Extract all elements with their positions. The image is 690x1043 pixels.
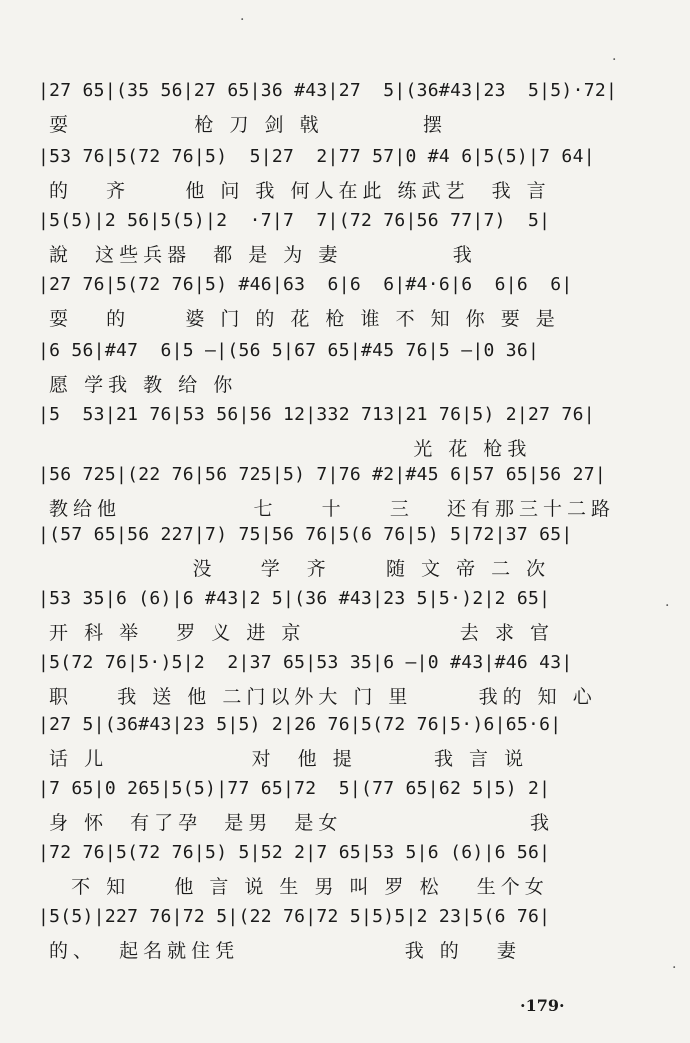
lyrics-line: 开 科 举 罗 义 进 京 去 求 官 xyxy=(38,622,554,644)
lyrics-line: 职 我 送 他 二门以外大 门 里 我的 知 心 xyxy=(38,686,597,708)
score-system-8 xyxy=(38,522,650,594)
scan-speck: · xyxy=(612,52,617,68)
score-system-1 xyxy=(38,78,650,150)
lyrics-line: 不 知 他 言 说 生 男 叫 罗 松 生个女 xyxy=(38,876,549,898)
score-system-2 xyxy=(38,144,650,216)
scan-speck: · xyxy=(240,12,245,28)
scan-speck: · xyxy=(665,598,670,614)
jianpu-notes: |27 5|(36#43|23 5|5) 2|26 76|5(72 76|5·)6|65·6| xyxy=(38,714,562,735)
jianpu-notes: |5 53|21 76|53 56|56 12|332 713|21 76|5) 2|27 76| xyxy=(38,404,595,425)
score-system-13 xyxy=(38,840,650,912)
jianpu-notes: |(57 65|56 227|7) 75|56 76|5(6 76|5) 5|72|37 65| xyxy=(38,524,573,545)
jianpu-notes: |27 76|5(72 76|5) #46|63 6|6 6|#4·6|6 6|6 6| xyxy=(38,274,573,295)
jianpu-notes: |72 76|5(72 76|5) 5|52 2|7 65|53 5|6 (6)|6 56| xyxy=(38,842,551,863)
jianpu-notes: |5(5)|227 76|72 5|(22 76|72 5|5)5|2 23|5(6 76| xyxy=(38,906,551,927)
lyrics-line: 的、 起名就住凭 我 的 妻 xyxy=(38,940,521,962)
lyrics-line: 耍 的 婆 门 的 花 枪 谁 不 知 你 要 是 xyxy=(38,308,560,330)
scan-speck: · xyxy=(672,960,677,976)
score-system-11 xyxy=(38,712,650,784)
lyrics-line: 话 儿 对 他 提 我 言 说 xyxy=(38,748,529,770)
lyrics-line: 說 这些兵器 都 是 为 妻 我 xyxy=(38,244,477,266)
page-number: ·179· xyxy=(520,996,565,1015)
lyrics-line: 的 齐 他 问 我 何人在此 练武艺 我 言 xyxy=(38,180,551,202)
jianpu-notes: |5(5)|2 56|5(5)|2 ·7|7 7|(72 76|56 77|7) 5| xyxy=(38,210,551,231)
jianpu-notes: |56 725|(22 76|56 725|5) 7|76 #2|#45 6|57 65|56 27| xyxy=(38,464,606,485)
jianpu-notes: |27 65|(35 56|27 65|36 #43|27 5|(36#43|23 5|5)·72| xyxy=(38,80,618,101)
jianpu-notes: |53 76|5(72 76|5) 5|27 2|77 57|0 #4 6|5(5)|7 64| xyxy=(38,146,595,167)
score-system-9 xyxy=(38,586,650,658)
score-system-14 xyxy=(38,904,650,976)
jianpu-notes: |7 65|0 265|5(5)|77 65|72 5|(77 65|62 5|5) 2| xyxy=(38,778,551,799)
lyrics-line: 身 怀 有了孕 是男 是女 我 xyxy=(38,812,554,834)
lyrics-line: 教给他 七 十 三 还有那三十二路 xyxy=(38,498,615,520)
lyrics-line: 光 花 枪我 xyxy=(38,438,532,460)
lyrics-line: 耍 枪 刀 剑 戟 摆 xyxy=(38,114,447,136)
score-system-4 xyxy=(38,272,650,344)
lyrics-line: 愿 学我 教 给 你 xyxy=(38,374,238,396)
score-system-5 xyxy=(38,338,650,410)
jianpu-notes: |6 56|#47 6|5 —|(56 5|67 65|#45 76|5 —|0 36| xyxy=(38,340,540,361)
jianpu-notes: |53 35|6 (6)|6 #43|2 5|(36 #43|23 5|5·)2|2 65| xyxy=(38,588,551,609)
lyrics-line: 没 学 齐 随 文 帝 二 次 xyxy=(38,558,551,580)
score-system-12 xyxy=(38,776,650,848)
score-system-3 xyxy=(38,208,650,280)
jianpu-notes: |5(72 76|5·)5|2 2|37 65|53 35|6 —|0 #43|#46 43| xyxy=(38,652,573,673)
